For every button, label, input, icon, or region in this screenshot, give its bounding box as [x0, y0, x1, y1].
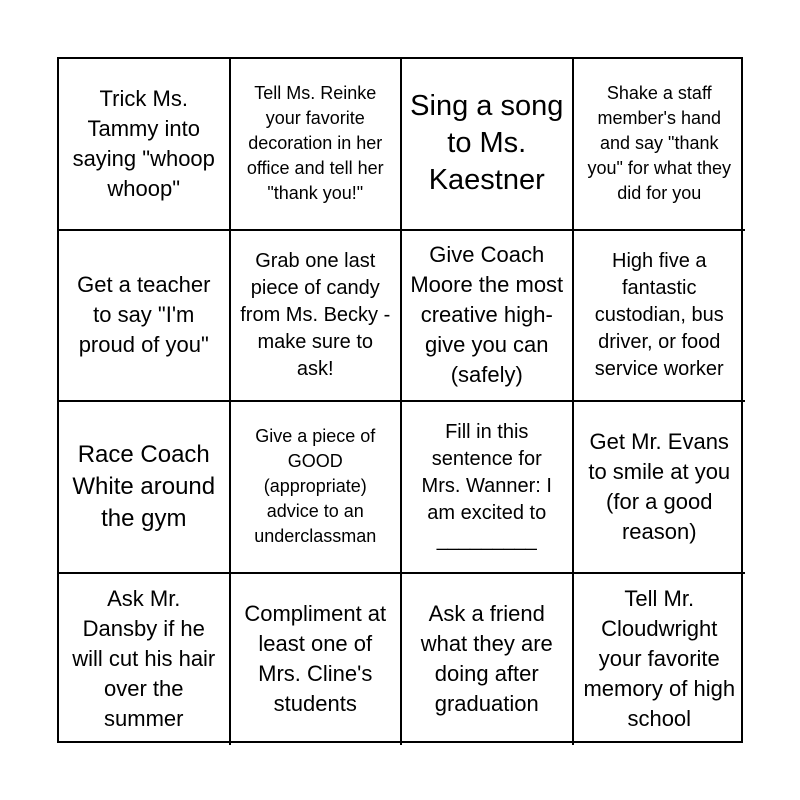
- bingo-cell-r2c2[interactable]: [231, 231, 403, 403]
- bingo-cell-text: Fill in this sentence for Mrs. Wanner: I am excited to _________: [421, 421, 552, 552]
- bingo-cell-text: Race Coach White around the gym: [72, 440, 216, 532]
- bingo-cell-r3c4[interactable]: [574, 402, 746, 574]
- bingo-cell-r1c3[interactable]: [402, 59, 574, 231]
- bingo-cell-text: Tell Mr. Cloudwright your favorite memory of high school: [583, 586, 736, 732]
- bingo-cell-r2c3[interactable]: [402, 231, 574, 403]
- bingo-cell-r4c4[interactable]: [574, 574, 746, 746]
- bingo-cell-r2c1[interactable]: [59, 231, 231, 403]
- bingo-cell-text: Tell Ms. Reinke your favorite decoration in her office and tell her "thank you!": [246, 83, 384, 204]
- bingo-cell-text: Compliment at least one of Mrs. Cline's students: [244, 601, 387, 717]
- bingo-cell-r1c1[interactable]: [59, 59, 231, 231]
- bingo-cell-text: Give a piece of GOOD (appropriate) advice to an underclassman: [254, 426, 377, 547]
- bingo-cell-text: Grab one last piece of candy from Ms. Becky - make sure to ask!: [240, 249, 391, 380]
- bingo-cell-r2c4[interactable]: [574, 231, 746, 403]
- bingo-cell-r4c1[interactable]: [59, 574, 231, 746]
- bingo-cell-r3c2[interactable]: [231, 402, 403, 574]
- bingo-cell-text: Ask a friend what they are doing after graduation: [420, 601, 553, 717]
- bingo-cell-text: Ask Mr. Dansby if he will cut his hair over the summer: [72, 586, 216, 732]
- bingo-cell-r1c2[interactable]: [231, 59, 403, 231]
- bingo-cell-r4c2[interactable]: [231, 574, 403, 746]
- bingo-cell-r1c4[interactable]: [574, 59, 746, 231]
- bingo-cell-text: High five a fantastic custodian, bus driver, or food service worker: [594, 249, 724, 380]
- bingo-cell-text: Get a teacher to say "I'm proud of you": [77, 272, 211, 358]
- bingo-cell-text: Get Mr. Evans to smile at you (for a good reason): [588, 428, 731, 544]
- bingo-cell-text: Sing a song to Ms. Kaestner: [410, 90, 564, 197]
- bingo-board: [57, 57, 743, 743]
- bingo-cell-r4c3[interactable]: [402, 574, 574, 746]
- bingo-cell-text: Shake a staff member's hand and say "thank you" for what they did for you: [587, 83, 731, 204]
- bingo-cell-r3c3[interactable]: [402, 402, 574, 574]
- bingo-cell-text: Give Coach Moore the most creative high-give you can (safely): [410, 242, 564, 388]
- bingo-cell-r3c1[interactable]: [59, 402, 231, 574]
- bingo-cell-text: Trick Ms. Tammy into saying "whoop whoop": [72, 85, 215, 201]
